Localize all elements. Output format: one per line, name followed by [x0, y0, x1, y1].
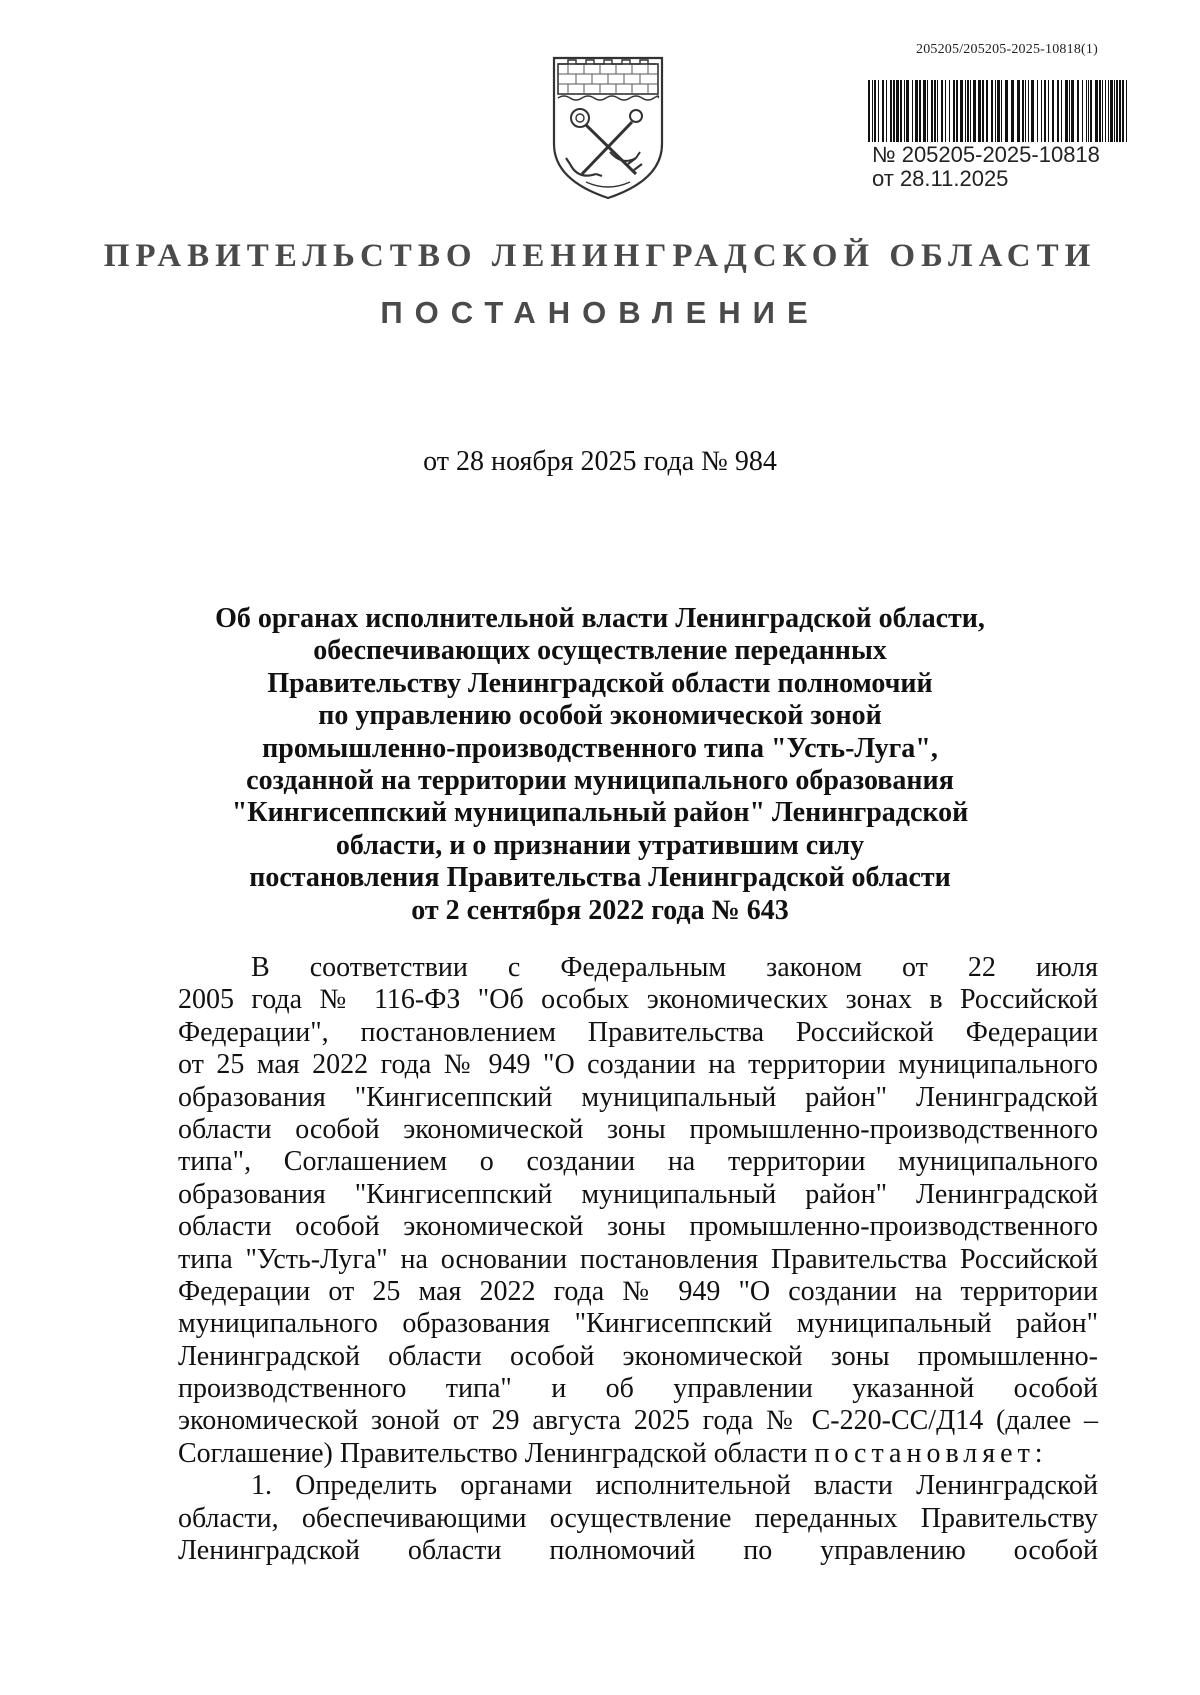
body-line: типа "Усть-Луга" на основании постановления Правительства Российской [178, 1243, 1098, 1275]
body-line: от 25 мая 2022 года № 949 "О создании на территории муниципального [178, 1049, 1098, 1081]
subject-line: Об органах исполнительной власти Ленинградской области, [215, 603, 985, 634]
body-line: 2005 года № 116-ФЗ "Об особых экономических зонах в Российской [178, 984, 1098, 1016]
body-text: Соглашение) Правительство Ленинградской области [178, 1437, 815, 1469]
subject-line: промышленно-производственного типа "Усть-Луга", [262, 732, 938, 764]
government-title: ПРАВИТЕЛЬСТВО ЛЕНИНГРАДСКОЙ ОБЛАСТИ [103, 238, 1097, 274]
body-line: В соответствии с Федеральным законом от 22 июля [251, 952, 1098, 983]
document-type-title: ПОСТАНОВЛЕНИЕ [380, 295, 820, 330]
body-line: образования "Кингисеппский муниципальный район" Ленинградской [178, 1178, 1098, 1210]
body-line: Ленинградской области особой экономической зоны промышленно- [178, 1340, 1098, 1372]
subject-line: "Кингисеппский муниципальный район" Ленинградской [231, 797, 969, 829]
document-id: 205205/205205-2025-10818(1) [916, 42, 1098, 57]
body-line: типа", Соглашением о создании на территории муниципального [178, 1146, 1098, 1178]
subject-line: обеспечивающих осуществление переданных [313, 635, 887, 667]
body-line: Ленинградской области полномочий по управлению особой [178, 1535, 1098, 1567]
subject-line: постановления Правительства Ленинградской области [249, 862, 951, 894]
body-line: Федерации", постановлением Правительства Российской Федерации [178, 1016, 1098, 1048]
body-line: производственного типа" и об управлении указанной особой [178, 1373, 1098, 1405]
body-line: области особой экономической зоны промышленно-производственного [178, 1211, 1098, 1243]
registration-date: от 28.11.2025 [872, 166, 1009, 191]
subject-line: области, и о признании утратившим силу [335, 829, 865, 861]
body-line: 1. Определить органами исполнительной власти Ленинградской [251, 1470, 1098, 1502]
resolution-subject [200, 603, 1000, 927]
subject-line: Правительству Ленинградской области полномочий [267, 667, 933, 699]
subject-line: по управлению особой экономической зоной [318, 700, 882, 732]
body-line: области, обеспечивающими осуществление переданных Правительству [178, 1502, 1098, 1534]
body-line: экономической зоной от 29 августа 2025 года № С-220-СС/Д14 (далее – [178, 1405, 1098, 1437]
resolution-date-number: от 28 ноября 2025 года № 984 [423, 446, 777, 477]
body-line: образования "Кингисеппский муниципальный район" Ленинградской [178, 1081, 1098, 1113]
coat-of-arms-icon [546, 52, 670, 200]
subject-line: от 2 сентября 2022 года № 643 [411, 894, 789, 926]
body-line: Федерации от 25 мая 2022 года № 949 "О создании на территории [178, 1275, 1098, 1307]
subject-line: созданной на территории муниципального образования [246, 765, 954, 797]
barcode-icon [866, 80, 1134, 146]
body-line: муниципального образования "Кингисеппский муниципальный район" [178, 1308, 1098, 1340]
registration-number: № 205205-2025-10818 [872, 142, 1100, 167]
body-line: области особой экономической зоны промышленно-производственного [178, 1113, 1098, 1145]
resolution-body [178, 952, 1098, 1567]
decree-word: постановляет: [814, 1437, 1048, 1469]
body-line [178, 1438, 1098, 1470]
